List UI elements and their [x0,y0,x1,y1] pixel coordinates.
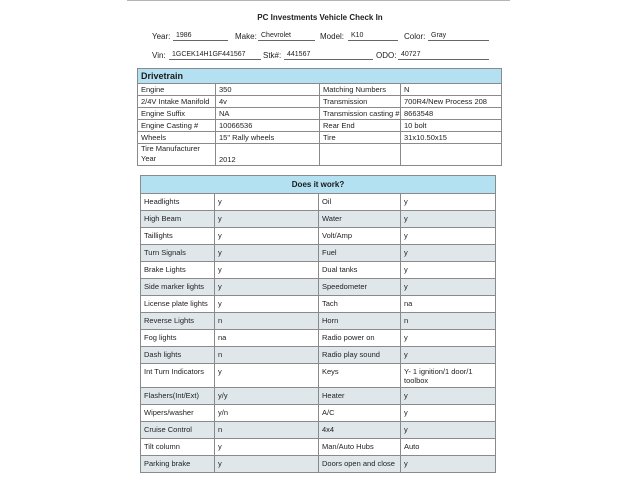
make-field[interactable]: Chevrolet [258,31,315,41]
row-label: Headlights [141,194,215,211]
row-label: Fog lights [141,330,215,347]
table-row [141,405,496,422]
row-value[interactable]: n [215,422,319,439]
row-label: Oil [319,194,401,211]
table-row [138,96,502,108]
table-row [141,296,496,313]
row-label: Speedometer [319,279,401,296]
vin-label: Vin: [152,51,166,60]
model-label: Model: [320,32,345,41]
row-value[interactable]: n [215,347,319,364]
row-value[interactable]: y [215,245,319,262]
row-label: Doors open and close [319,456,401,473]
table-row [141,211,496,228]
color-label: Color: [404,32,426,41]
row-value[interactable]: y [401,262,496,279]
row-value[interactable]: na [401,296,496,313]
table-row [138,120,502,132]
row-label: Flashers(Int/Ext) [141,388,215,405]
table-row [141,228,496,245]
table-row [141,330,496,347]
row-value[interactable]: y/n [215,405,319,422]
make-label: Make: [235,32,257,41]
row-value[interactable]: Auto [401,439,496,456]
table-row [141,245,496,262]
row-label: Volt/Amp [319,228,401,245]
row-label: Taillights [141,228,215,245]
row-label: Dash lights [141,347,215,364]
drivetrain-table [137,68,502,166]
row-label: Engine Casting # [138,120,216,132]
row-label: Keys [319,364,401,388]
table-row [141,262,496,279]
color-field[interactable]: Gray [428,31,489,41]
table-row [141,194,496,211]
row-value[interactable]: y [215,262,319,279]
row-value[interactable]: 4v [216,96,320,108]
table-row [138,144,502,166]
row-label: Reverse Lights [141,313,215,330]
row-label: Parking brake [141,456,215,473]
row-label: Tire Manufacturer Year [138,144,216,166]
row-label: Tilt column [141,439,215,456]
row-value[interactable]: y [215,439,319,456]
row-label: Engine Suffix [138,108,216,120]
row-value[interactable]: y [401,388,496,405]
table-row [141,456,496,473]
row-label [320,144,401,166]
row-value[interactable]: y [215,364,319,388]
row-label: Wheels [138,132,216,144]
row-value[interactable]: y [215,279,319,296]
table-row [138,84,502,96]
row-value[interactable]: y [401,330,496,347]
row-label: Matching Numbers [320,84,401,96]
year-label: Year: [152,32,171,41]
row-value[interactable]: 10066536 [216,120,320,132]
table-row [141,364,496,388]
row-value[interactable]: Y- 1 ignition/1 door/1 toolbox [401,364,496,388]
row-value[interactable]: y [215,228,319,245]
row-value[interactable]: y [215,194,319,211]
row-value[interactable]: y/y [215,388,319,405]
row-label: Wipers/washer [141,405,215,422]
row-value[interactable]: NA [216,108,320,120]
row-label: Engine [138,84,216,96]
row-label: Rear End [320,120,401,132]
row-label: 4x4 [319,422,401,439]
row-value[interactable]: 10 bolt [401,120,502,132]
drivetrain-title: Drivetrain [138,69,502,84]
row-label: Tach [319,296,401,313]
does-it-work-table [140,175,496,473]
row-value[interactable]: y [401,405,496,422]
row-label: Turn Signals [141,245,215,262]
year-field[interactable]: 1986 [173,31,228,41]
row-value[interactable]: y [401,245,496,262]
row-value[interactable]: 15" Rally wheels [216,132,320,144]
table-row [141,388,496,405]
row-value[interactable]: N [401,84,502,96]
table-row [141,279,496,296]
row-value[interactable]: y [401,279,496,296]
row-value[interactable]: y [401,347,496,364]
row-value[interactable]: na [215,330,319,347]
odo-label: ODO: [376,51,397,60]
row-value[interactable]: y [401,211,496,228]
row-label: Int Turn Indicators [141,364,215,388]
model-field[interactable]: K10 [348,31,398,41]
table-row [141,347,496,364]
row-label: Tire [320,132,401,144]
row-label: Side marker lights [141,279,215,296]
row-value[interactable]: y [401,228,496,245]
page-top-rule [127,0,510,1]
row-label: Transmission casting # [320,108,401,120]
table-row [141,313,496,330]
row-value[interactable]: y [401,194,496,211]
row-value[interactable]: y [215,211,319,228]
row-value[interactable]: 8663548 [401,108,502,120]
row-value[interactable]: y [401,422,496,439]
row-label: License plate lights [141,296,215,313]
row-label: Radio power on [319,330,401,347]
row-value[interactable]: n [401,313,496,330]
table-row [138,132,502,144]
table-row [138,108,502,120]
row-label: Cruise Control [141,422,215,439]
row-value[interactable]: y [215,296,319,313]
row-label: Fuel [319,245,401,262]
table-row [141,422,496,439]
row-value[interactable] [401,144,502,166]
row-label: Transmission [320,96,401,108]
row-label: Brake Lights [141,262,215,279]
row-label: Horn [319,313,401,330]
row-value[interactable]: 2012 [216,144,320,166]
document-title: PC Investments Vehicle Check In [257,13,383,22]
row-value[interactable]: y [215,456,319,473]
row-label: Man/Auto Hubs [319,439,401,456]
vin-field[interactable]: 1GCEK14H1GF441567 [169,50,261,60]
stk-label: Stk#: [263,51,282,60]
row-label: Radio play sound [319,347,401,364]
row-value[interactable]: y [401,456,496,473]
odo-field[interactable]: 40727 [398,50,489,60]
row-label: A/C [319,405,401,422]
row-label: 2/4V Intake Manifold [138,96,216,108]
table-row [141,439,496,456]
does-it-work-title: Does it work? [141,176,496,194]
row-value[interactable]: 31x10.50x15 [401,132,502,144]
row-value[interactable]: 700R4/New Process 208 [401,96,502,108]
row-label: Heater [319,388,401,405]
stk-field[interactable]: 441567 [284,50,373,60]
row-label: Water [319,211,401,228]
row-label: High Beam [141,211,215,228]
row-label: Dual tanks [319,262,401,279]
row-value[interactable]: 350 [216,84,320,96]
row-value[interactable]: n [215,313,319,330]
